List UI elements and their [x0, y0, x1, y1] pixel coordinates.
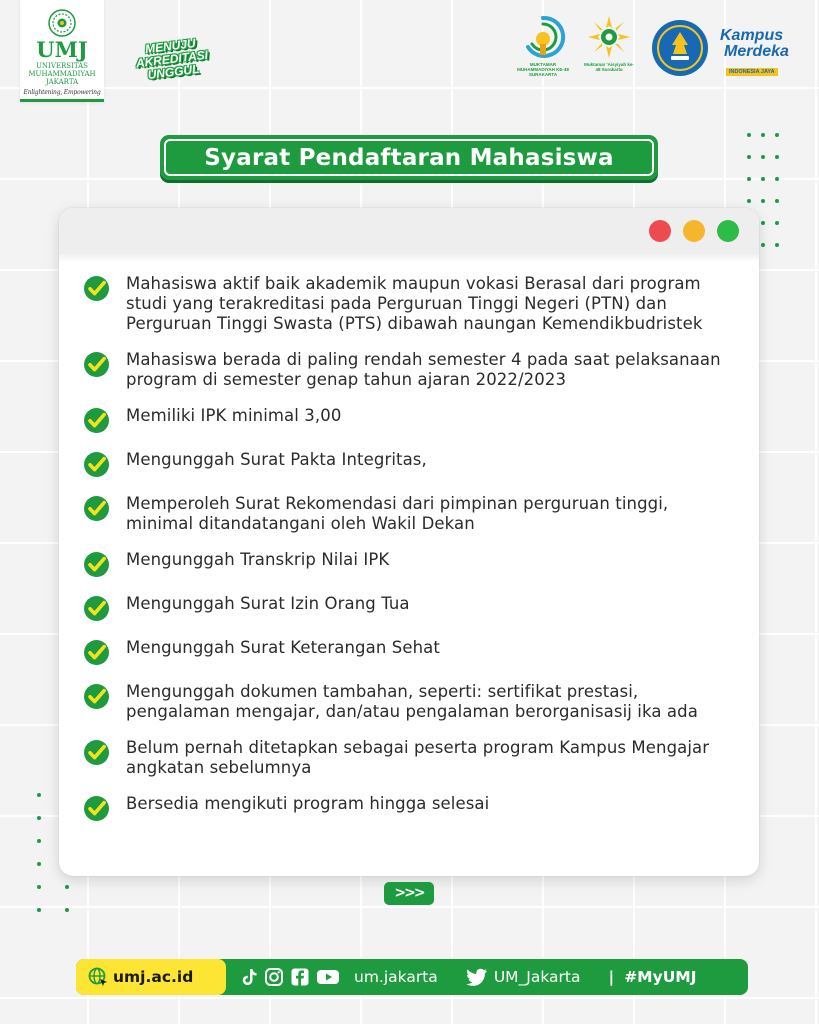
umj-logo	[20, 0, 104, 102]
muktamar-muhammadiyah-logo	[515, 14, 571, 77]
list-item	[83, 494, 733, 534]
checkmark-icon	[83, 795, 110, 822]
muktamar-emblem-icon	[520, 14, 566, 60]
twitter-handle: UM_Jakarta	[493, 968, 581, 986]
social-handle: um.jakarta	[354, 968, 438, 986]
decorative-dot	[761, 155, 765, 159]
requirement-text: Mahasiswa berada di paling rendah semester 4 pada saat pelaksanaan program di semester genap tahun ajaran 2022/2023	[126, 350, 721, 389]
umj-abbr: UMJ	[36, 37, 88, 62]
globe-cursor-icon	[88, 967, 108, 987]
tut-wuri-handayani-icon	[651, 19, 709, 77]
list-item	[83, 738, 733, 778]
decorative-dot	[775, 177, 779, 181]
decorative-dot	[747, 155, 751, 159]
checkmark-icon	[83, 351, 110, 378]
requirements-list	[83, 274, 733, 838]
requirement-text: Mahasiswa aktif baik akademik maupun vokasi Berasal dari program studi yang terakreditasi pada Perguruan Tinggi Negeri (PTN) dan Perguruan Tinggi Swasta (PTS) dibawah naungan Kemendikbudristek	[126, 274, 703, 333]
list-item	[83, 594, 733, 622]
list-item	[83, 550, 733, 578]
window-dot-green	[717, 220, 739, 242]
decorative-dot	[37, 862, 41, 866]
window-title-bar	[59, 208, 759, 254]
checkmark-icon	[83, 595, 110, 622]
checkmark-icon	[83, 407, 110, 434]
decorative-dot	[775, 199, 779, 203]
muktamar-aisyiyah-logo	[583, 14, 635, 72]
decorative-dot	[65, 885, 69, 889]
checkmark-icon	[83, 739, 110, 766]
decorative-dot	[747, 177, 751, 181]
decorative-dot	[65, 908, 69, 912]
requirement-text: Belum pernah ditetapkan sebagai peserta program Kampus Mengajar angkatan sebelumnya	[126, 738, 710, 777]
decorative-dot	[775, 221, 779, 225]
next-slide-button[interactable]: >>>	[384, 882, 434, 905]
footer-separator: |	[608, 968, 615, 986]
decorative-dot	[37, 885, 41, 889]
requirement-text: Mengunggah Surat Izin Orang Tua	[126, 594, 410, 613]
window-dot-red	[649, 220, 671, 242]
akreditasi-badge: MENUJU AKREDITASI UNGGUL	[135, 36, 209, 83]
window-dot-yellow	[683, 220, 705, 242]
umj-emblem-icon	[48, 9, 76, 37]
decorative-dot	[761, 177, 765, 181]
instagram-icon[interactable]	[264, 967, 284, 987]
decorative-dot	[775, 243, 779, 247]
youtube-icon[interactable]	[316, 967, 340, 987]
kampus-merdeka-line1: Kampus	[720, 27, 784, 44]
decorative-dot	[37, 839, 41, 843]
requirement-text: Memiliki IPK minimal 3,00	[126, 406, 342, 425]
title-banner-border	[164, 139, 654, 176]
checkmark-icon	[83, 551, 110, 578]
list-item	[83, 274, 733, 334]
list-item	[83, 406, 733, 434]
decorative-dot	[37, 816, 41, 820]
title-bar-shadow	[59, 254, 759, 262]
list-item	[83, 638, 733, 666]
decorative-dot	[37, 908, 41, 912]
decorative-dot	[747, 133, 751, 137]
list-item	[83, 682, 733, 722]
checkmark-icon	[83, 275, 110, 302]
list-item	[83, 450, 733, 478]
requirement-text: Memperoleh Surat Rekomendasi dari pimpinan perguruan tinggi, minimal ditandatangani oleh Wakil Dekan	[126, 494, 669, 533]
umj-full-name: UNIVERSITAS MUHAMMADIYAH JAKARTA	[28, 62, 96, 86]
checkmark-icon	[83, 683, 110, 710]
twitter-icon	[466, 968, 488, 986]
tiktok-icon[interactable]	[240, 967, 258, 987]
title-banner	[160, 135, 658, 180]
checkmark-icon	[83, 639, 110, 666]
checkmark-icon	[83, 495, 110, 522]
website-url: umj.ac.id	[113, 968, 194, 986]
checkmark-icon	[83, 451, 110, 478]
footer-website[interactable]	[76, 959, 226, 995]
requirement-text: Mengunggah Surat Pakta Integritas,	[126, 450, 427, 469]
list-item	[83, 794, 733, 822]
kampus-merdeka-sub: INDONESIA JAYA	[726, 68, 778, 76]
hashtag: #MyUMJ	[624, 968, 697, 986]
page-title: Syarat Pendaftaran Mahasiswa	[204, 144, 614, 171]
kampus-merdeka-line2: Merdeka	[724, 43, 789, 60]
decorative-dot	[761, 243, 765, 247]
social-icons	[240, 967, 340, 987]
requirements-card	[59, 208, 759, 876]
list-item	[83, 350, 733, 390]
facebook-icon[interactable]	[290, 967, 310, 987]
decorative-dot	[761, 133, 765, 137]
decorative-dot	[761, 199, 765, 203]
decorative-dot	[775, 155, 779, 159]
decorative-dot	[37, 793, 41, 797]
aisyiyah-emblem-icon	[586, 14, 632, 60]
decorative-dot	[761, 221, 765, 225]
requirement-text: Mengunggah Transkrip Nilai IPK	[126, 550, 390, 569]
requirement-text: Bersedia mengikuti program hingga selesai	[126, 794, 490, 813]
decorative-dot	[775, 133, 779, 137]
twitter-link[interactable]	[466, 968, 581, 986]
footer-bar	[76, 959, 748, 995]
muktamar-muhammadiyah-caption: MUKTAMAR MUHAMMADIYAH KE-48 SURAKARTA	[517, 62, 569, 77]
requirement-text: Mengunggah dokumen tambahan, seperti: sertifikat prestasi, pengalaman mengajar, dan/atau pengalaman berorganisasij ika ada	[126, 682, 698, 721]
umj-tagline: Enlightening, Empowering	[23, 89, 101, 96]
requirement-text: Mengunggah Surat Keterangan Sehat	[126, 638, 440, 657]
decorative-dot	[747, 199, 751, 203]
muktamar-aisyiyah-caption: Muktamar 'Aisyiyah ke-48 Surakarta	[584, 62, 634, 72]
kampus-merdeka-logo	[720, 28, 802, 78]
